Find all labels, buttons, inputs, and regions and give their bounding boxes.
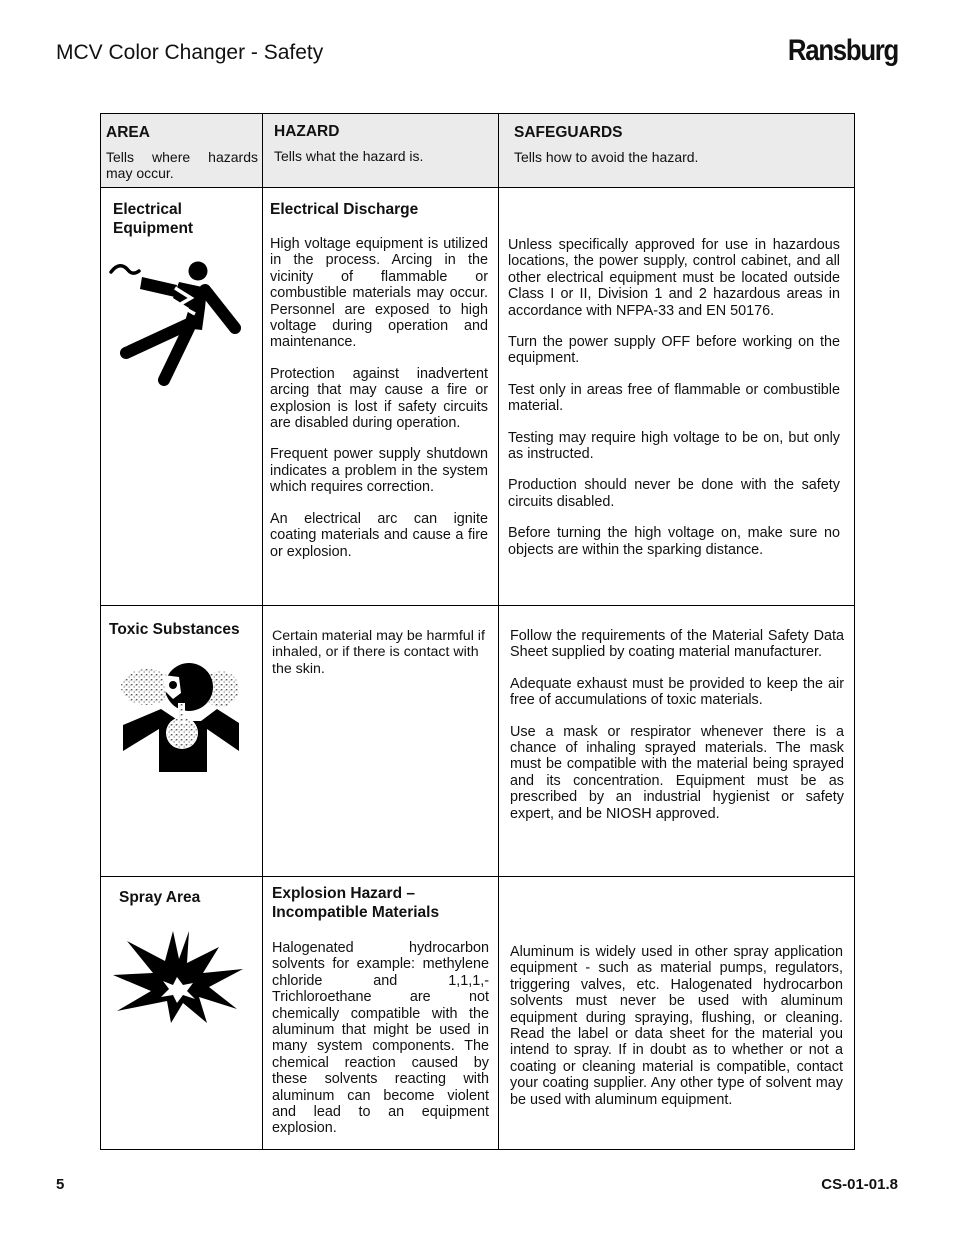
- header-hazard: [274, 123, 489, 164]
- page-title: MCV Color Changer - Safety: [56, 41, 324, 64]
- safeguard-paragraph: Before turning the high voltage on, make sure no objects are within the sparking distance.: [508, 525, 840, 558]
- header-area-label: AREA: [106, 124, 150, 141]
- header-area-description: Tells where hazards may occur.: [106, 149, 258, 181]
- row-hazard-electrical: [270, 200, 488, 575]
- area-label: Electrical Equipment: [113, 201, 194, 237]
- safeguard-paragraph: Test only in areas free of flammable or combustible material.: [508, 381, 840, 415]
- header-safeguards-description: Tells how to avoid the hazard.: [514, 149, 699, 165]
- header-safeguards: [514, 124, 844, 165]
- hazard-paragraph: Halogenated hydrocarbon solvents for example: methylene chloride and 1,1,1,-Trichloroethane are not chemically compatible with the aluminum that might be used in many system components. The chemical reaction caused by these solvents reacting with aluminum can become violent and lead to an equipment explosion.: [272, 940, 489, 1137]
- safeguard-paragraph: Adequate exhaust must be provided to keep the air free of accumulations of toxic materials.: [510, 675, 844, 709]
- row-area-electrical: [113, 200, 253, 238]
- safeguard-paragraph: Use a mask or respirator whenever there is a chance of inhaling sprayed materials. The mask must be compatible with the material being sprayed and its concentration. Equipment must be as prescribed by an industrial hygienist or safety expert, and be NIOSH approved.: [510, 723, 844, 822]
- header-hazard-description: Tells what the hazard is.: [274, 148, 424, 164]
- header-safeguards-label: SAFEGUARDS: [514, 124, 623, 141]
- safeguard-paragraph: Aluminum is widely used in other spray application equipment - such as material pumps, regulators, triggering valves, etc. Halogenated hydrocarbon solvents must never be used with aluminum equipment during spraying, flushing, or cleaning. Read the label or data sheet for the material you intend to spray. If in doubt as to whether or not a coating or cleaning material is compatible, contact your coating supplier. Any other type of solvent may be used with aluminum equipment.: [510, 944, 843, 1108]
- explosion-icon: [111, 929, 247, 1024]
- electrical-shock-icon: [109, 258, 249, 386]
- hazard-title: Electrical Discharge: [270, 201, 419, 218]
- column-divider: [262, 114, 263, 1149]
- safeguard-paragraph: Unless specifically approved for use in hazardous locations, the power supply, control cabinet, and all other electrical equipment must be located outside Class I or II, Division 1 and 2 hazardous areas in accordance with NFPA-33 and EN 50176.: [508, 237, 840, 319]
- document-code: CS-01-01.8: [821, 1176, 898, 1193]
- toxic-inhalation-icon: [121, 659, 241, 774]
- hazard-paragraph: Certain material may be harmful if inhaled, or if there is contact with the skin.: [272, 628, 485, 677]
- header-hazard-label: HAZARD: [274, 123, 340, 140]
- column-divider: [498, 114, 499, 1149]
- row-divider: [101, 187, 854, 188]
- page-number: 5: [56, 1176, 65, 1193]
- brand-logo: Ransburg: [787, 34, 898, 67]
- row-hazard-spray: [272, 884, 489, 1152]
- hazard-title: Explosion Hazard – Incompatible Materials: [272, 885, 440, 921]
- header-area: [106, 124, 258, 181]
- row-safeguards-spray: [510, 944, 843, 1123]
- hazard-paragraph: Frequent power supply shutdown indicates a problem in the system which requires correction.: [270, 446, 488, 496]
- safeguard-paragraph: Turn the power supply OFF before working on the equipment.: [508, 334, 840, 367]
- row-safeguards-electrical: [508, 237, 840, 573]
- row-divider: [101, 876, 854, 877]
- row-area-toxic: [109, 620, 259, 639]
- row-divider: [101, 605, 854, 606]
- row-hazard-toxic: [272, 628, 488, 692]
- safeguard-paragraph: Follow the requirements of the Material Safety Data Sheet supplied by coating material manufacturer.: [510, 628, 844, 661]
- row-safeguards-toxic: [510, 628, 844, 837]
- safeguard-paragraph: Testing may require high voltage to be on, but only as instructed.: [508, 429, 840, 463]
- hazard-paragraph: High voltage equipment is utilized in the process. Arcing in the vicinity of flammable or combustible materials may occur. Personnel are exposed to high voltage during operation and maintenance.: [270, 236, 488, 351]
- hazard-paragraph: An electrical arc can ignite coating materials and cause a fire or explosion.: [270, 510, 488, 560]
- safety-table: [100, 113, 855, 1150]
- area-label: Toxic Substances: [109, 621, 240, 638]
- area-label: Spray Area: [119, 889, 201, 906]
- safeguard-paragraph: Production should never be done with the safety circuits disabled.: [508, 477, 840, 510]
- row-area-spray: [119, 888, 259, 907]
- hazard-paragraph: Protection against inadvertent arcing that may cause a fire or explosion is lost if safety circuits are disabled during operation.: [270, 365, 488, 432]
